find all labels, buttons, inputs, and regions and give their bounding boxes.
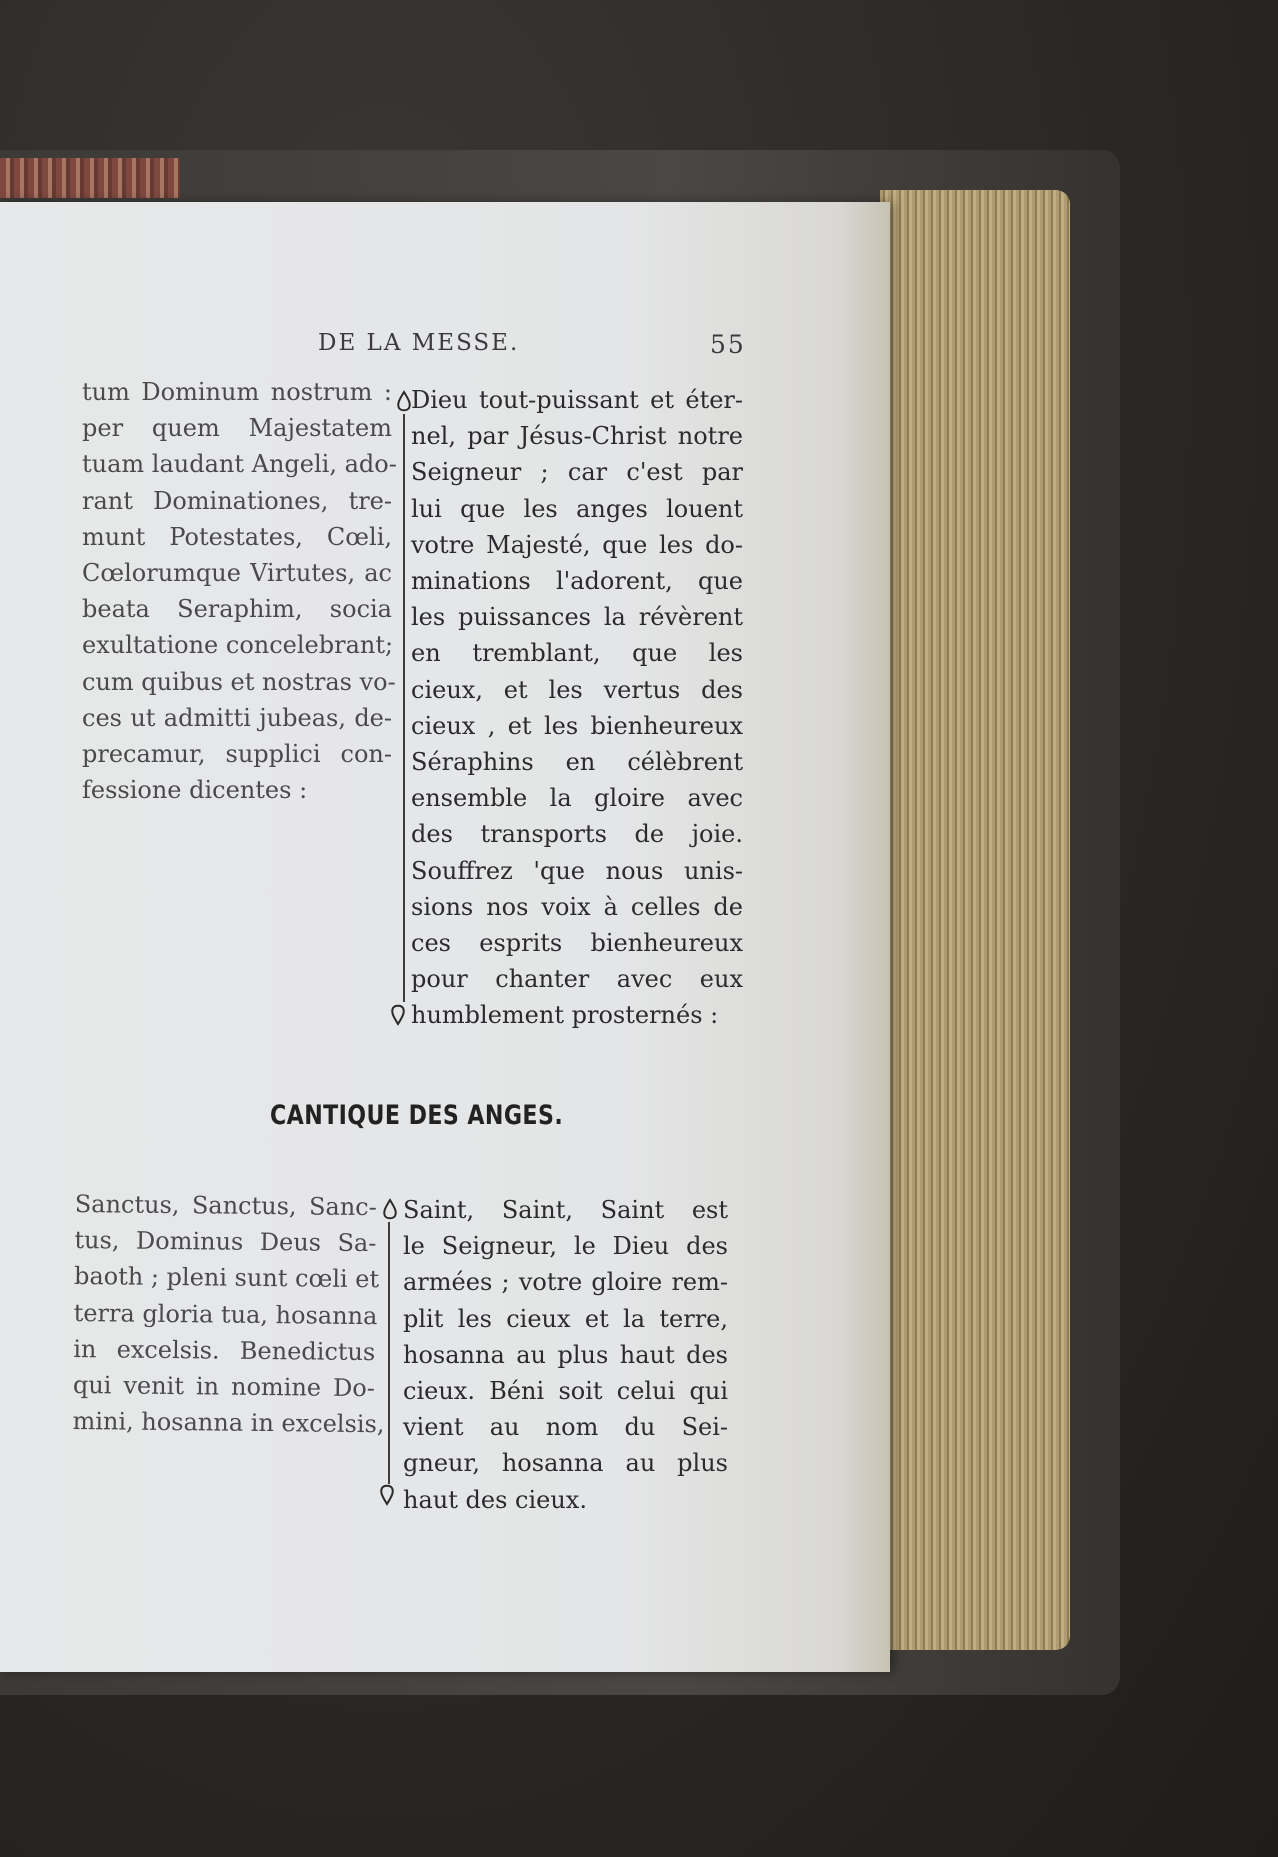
text-line: des transports de joie. — [411, 820, 743, 849]
text-line: plit les cieux et la terre, — [403, 1304, 728, 1333]
text-line: cum quibus et nostras vo- — [82, 667, 396, 696]
column-divider — [403, 414, 405, 1002]
text-line: votre Majesté, que les do- — [411, 530, 743, 559]
book-headband — [0, 158, 180, 198]
text-line: ensemble la gloire avec — [411, 784, 743, 813]
text-line: hosanna au plus haut des — [403, 1340, 728, 1369]
text-line: cieux , et les bienheureux — [411, 711, 743, 740]
text-line: ces ut admitti jubeas, de- — [82, 703, 392, 732]
text-line: tuam laudant Angeli, ado- — [82, 450, 397, 479]
preface-french-column — [411, 382, 743, 1034]
cantique-french-column — [403, 1192, 728, 1518]
text-line: tum Dominum nostrum : — [82, 378, 392, 406]
running-head: DE LA MESSE. — [318, 330, 520, 356]
text-line: nel, par Jésus-Christ notre — [411, 422, 743, 451]
text-line: beata Seraphim, socia — [82, 595, 392, 624]
text-line: in excelsis. Benedictus — [73, 1334, 376, 1366]
text-line: Séraphins en célèbrent — [411, 748, 743, 777]
text-line: cieux. Béni soit celui qui — [403, 1377, 728, 1406]
text-line: rant Dominationes, tre- — [82, 486, 392, 515]
text-line: qui venit in nomine Do- — [72, 1371, 376, 1403]
text-line: Souffrez 'que nous unis- — [411, 856, 743, 885]
text-line: baoth ; pleni sunt cœli et — [73, 1262, 380, 1294]
text-line: tus, Dominus Deus Sa- — [74, 1226, 377, 1258]
text-line: vient au nom du Sei- — [403, 1413, 728, 1442]
text-line: Sanctus, Sanctus, Sanc- — [74, 1189, 377, 1222]
text-line: exultatione concelebrant; — [82, 631, 394, 660]
text-line: mini, hosanna in excelsis, — [72, 1407, 385, 1439]
cantique-latin-column — [72, 1186, 385, 1443]
text-line: armées ; votre gloire rem- — [403, 1268, 728, 1297]
text-line: ces esprits bienheureux — [411, 929, 743, 958]
text-line: les puissances la révèrent — [411, 603, 743, 632]
page-edges — [880, 190, 1070, 1650]
text-line: munt Potestates, Cœli, — [82, 522, 392, 551]
text-line: sions nos voix à celles de — [411, 892, 743, 921]
text-line: haut des cieux. — [403, 1485, 587, 1514]
bracket-bottom-icon — [389, 1004, 407, 1026]
text-line: precamur, supplici con- — [82, 740, 392, 769]
text-line: Saint, Saint, Saint est — [403, 1196, 728, 1224]
text-line: lui que les anges louent — [411, 494, 743, 523]
text-line: en tremblant, que les — [411, 639, 743, 668]
text-line: fessione dicentes : — [82, 776, 308, 805]
text-line: le Seigneur, le Dieu des — [403, 1232, 728, 1261]
column-divider — [388, 1222, 390, 1484]
text-line: Seigneur ; car c'est par — [411, 458, 743, 487]
text-line: per quem Majestatem — [82, 414, 392, 443]
text-line: Cœlorumque Virtutes, ac — [82, 559, 392, 588]
text-line: humblement prosternés : — [411, 1001, 719, 1030]
text-line: terra gloria tua, hosanna — [73, 1298, 378, 1330]
text-line: minations l'adorent, que — [411, 567, 743, 596]
text-line: cieux, et les vertus des — [411, 675, 743, 704]
text-line: pour chanter avec eux — [411, 965, 743, 994]
bracket-bottom-icon — [378, 1484, 396, 1506]
text-line: gneur, hosanna au plus — [403, 1449, 728, 1478]
text-line: Dieu tout-puissant et éter- — [411, 386, 743, 414]
preface-latin-column — [82, 374, 397, 808]
page-number: 55 — [710, 330, 746, 359]
bracket-top-icon — [381, 1198, 399, 1220]
section-title: CANTIQUE DES ANGES. — [270, 1100, 564, 1131]
